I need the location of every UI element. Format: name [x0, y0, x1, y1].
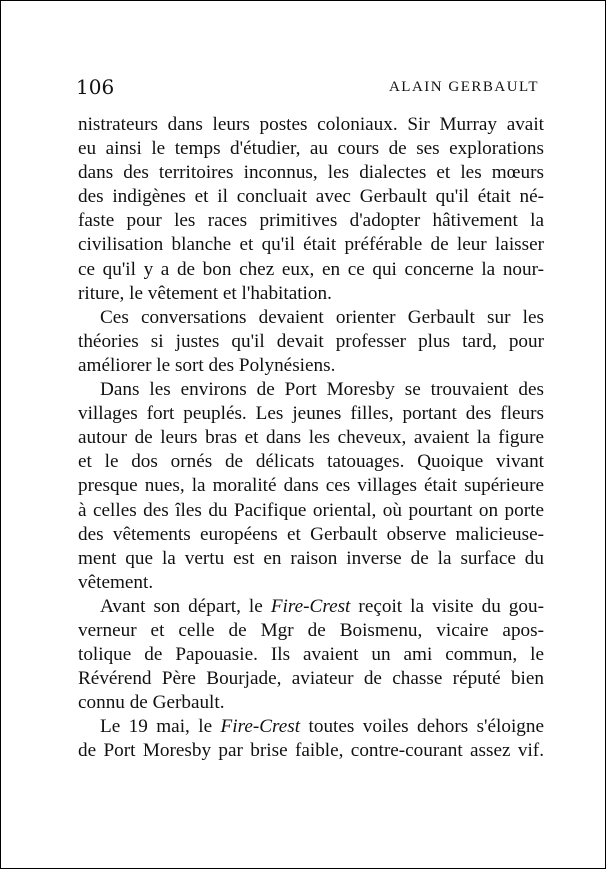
ship-name: Fire-Crest — [270, 595, 351, 617]
text-line: et le dos ornés de délicats tatouages. Quoique vivant — [78, 451, 544, 473]
paragraph — [78, 715, 544, 763]
text-line: Avant son départ, le Fire-Crest reçoit la visite du gou- — [100, 595, 544, 617]
ship-name: Fire-Crest — [220, 716, 301, 738]
text-line: ment que la vertu est en raison inverse de la surface du — [78, 547, 544, 569]
text-line: dans des territoires inconnus, les dialectes et les mœurs — [78, 162, 544, 184]
text-line: villages fort peuplés. Les jeunes filles, portant des fleurs — [78, 403, 544, 425]
text-line: nistrateurs dans leurs postes coloniaux. Sir Murray avait — [78, 114, 544, 135]
text-line: des vêtements européens et Gerbault observe malicieuse- — [78, 523, 544, 545]
page-number: 106 — [76, 75, 115, 99]
body-text — [78, 113, 544, 764]
running-head: ALAIN GERBAULT — [388, 79, 539, 95]
text-line: civilisation blanche et qu'il était préférable de leur laisser — [78, 234, 544, 256]
paragraph — [78, 113, 544, 306]
text-line: presque nues, la moralité dans ces villages était supérieure — [78, 475, 544, 497]
text-line: vêtement. — [78, 571, 154, 593]
text-line: de Port Moresby par brise faible, contre-courant assez vif. — [78, 740, 544, 762]
text-line: Le 19 mai, le Fire-Crest toutes voiles dehors s'éloigne — [100, 716, 544, 738]
text-line: ce qu'il y a de bon chez eux, en ce qui concerne la nour- — [78, 258, 544, 280]
text-line: théories si justes qu'il devait professer plus tard, pour — [78, 330, 544, 352]
text-line: Dans les environs de Port Moresby se trouvaient des — [100, 379, 544, 401]
text-line: tolique de Papouasie. Ils avaient un ami commun, le — [78, 644, 544, 666]
text-line: autour de leurs bras et dans les cheveux, avaient la figure — [78, 427, 544, 449]
text-line: eu ainsi le temps d'étudier, au cours de ses explorations — [78, 138, 544, 160]
text-line: riture, le vêtement et l'habitation. — [78, 282, 332, 304]
text-line: des indigènes et il concluait avec Gerbault qu'il était né- — [78, 186, 544, 208]
paragraph — [78, 306, 544, 378]
text-line: connu de Gerbault. — [78, 692, 225, 714]
text-line: Révérend Père Bourjade, aviateur de chasse réputé bien — [78, 668, 544, 690]
text-line: à celles des îles du Pacifique oriental, où pourtant on porte — [78, 499, 544, 521]
text-line: faste pour les races primitives d'adopter hâtivement la — [78, 210, 544, 232]
text-line: améliorer le sort des Polynésiens. — [78, 354, 336, 376]
text-line: Ces conversations devaient orienter Gerbault sur les — [100, 306, 544, 328]
text-line: verneur et celle de Mgr de Boismenu, vicaire apos- — [78, 619, 544, 641]
paragraph — [78, 595, 544, 715]
paragraph — [78, 378, 544, 595]
